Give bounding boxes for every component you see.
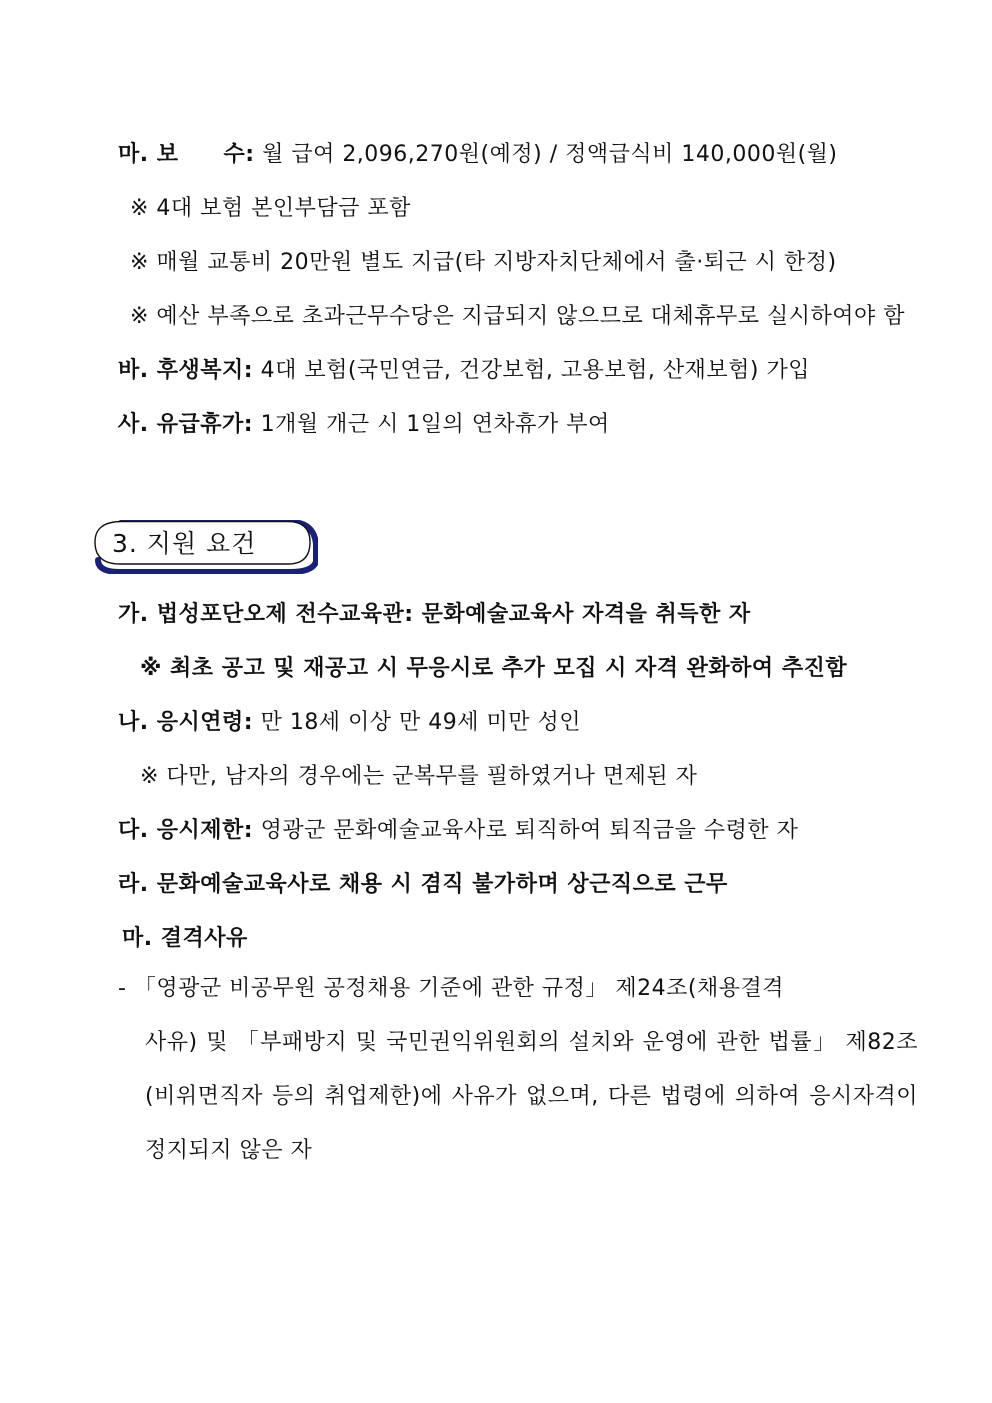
restriction-label: 다. 응시제한:: [118, 818, 254, 843]
pay-note-overtime: ※ 예산 부족으로 초과근무수당은 지급되지 않으므로 대체휴무로 실시하여야 함: [130, 304, 905, 329]
age-text: 만 18세 이상 만 49세 미만 성인: [253, 710, 582, 735]
pay-note-insurance: ※ 4대 보험 본인부담금 포함: [130, 196, 411, 221]
section-title: 3. 지원 요건: [112, 529, 257, 558]
leave-line: [118, 410, 610, 440]
age-line: [118, 708, 581, 738]
restriction-line: [118, 816, 798, 846]
pay-line: [118, 140, 838, 170]
pay-text: 월 급여 2,096,270원(예정) / 정액급식비 140,000원(월): [254, 142, 838, 167]
pay-label: 마. 보 수:: [118, 142, 255, 167]
age-label: 나. 응시연령:: [118, 710, 254, 735]
welfare-text: 4대 보험(국민연금, 건강보험, 고용보험, 산재보험) 가입: [253, 358, 810, 383]
welfare-line: [118, 356, 810, 386]
age-note: ※ 다만, 남자의 경우에는 군복무를 필하였거나 면제된 자: [140, 764, 698, 789]
disqualification-title: 마. 결격사유: [122, 926, 248, 951]
leave-text: 1개월 개근 시 1일의 연차휴가 부여: [253, 412, 610, 437]
qualification-line: 가. 법성포단오제 전수교육관: 문화예술교육사 자격을 취득한 자: [118, 602, 751, 627]
disqualification-rest: 사유) 및 「부패방지 및 국민권익위원회의 설치와 운영에 관한 법률」 제82조(비위면직자 등의 취업제한)에 사유가 없으며, 다른 법령에 의하여 응시자격이 정지되지 않은 자: [145, 1030, 918, 1163]
welfare-label: 바. 후생복지:: [118, 358, 254, 383]
qualification-note: ※ 최초 공고 및 재공고 시 무응시로 추가 모집 시 자격 완화하여 추진함: [140, 656, 848, 681]
concurrent-line: 라. 문화예술교육사로 채용 시 겸직 불가하며 상근직으로 근무: [118, 872, 728, 897]
pay-note-transport: ※ 매월 교통비 20만원 별도 지급(타 지방자치단체에서 출·퇴근 시 한정): [130, 250, 837, 275]
disqualification-first-line: - 「영광군 비공무원 공정채용 기준에 관한 규정」 제24조(채용결격: [118, 976, 785, 1001]
disqualification-paragraph: [118, 962, 918, 1178]
leave-label: 사. 유급휴가:: [118, 412, 254, 437]
restriction-text: 영광군 문화예술교육사로 퇴직하여 퇴직금을 수령한 자: [253, 818, 799, 843]
